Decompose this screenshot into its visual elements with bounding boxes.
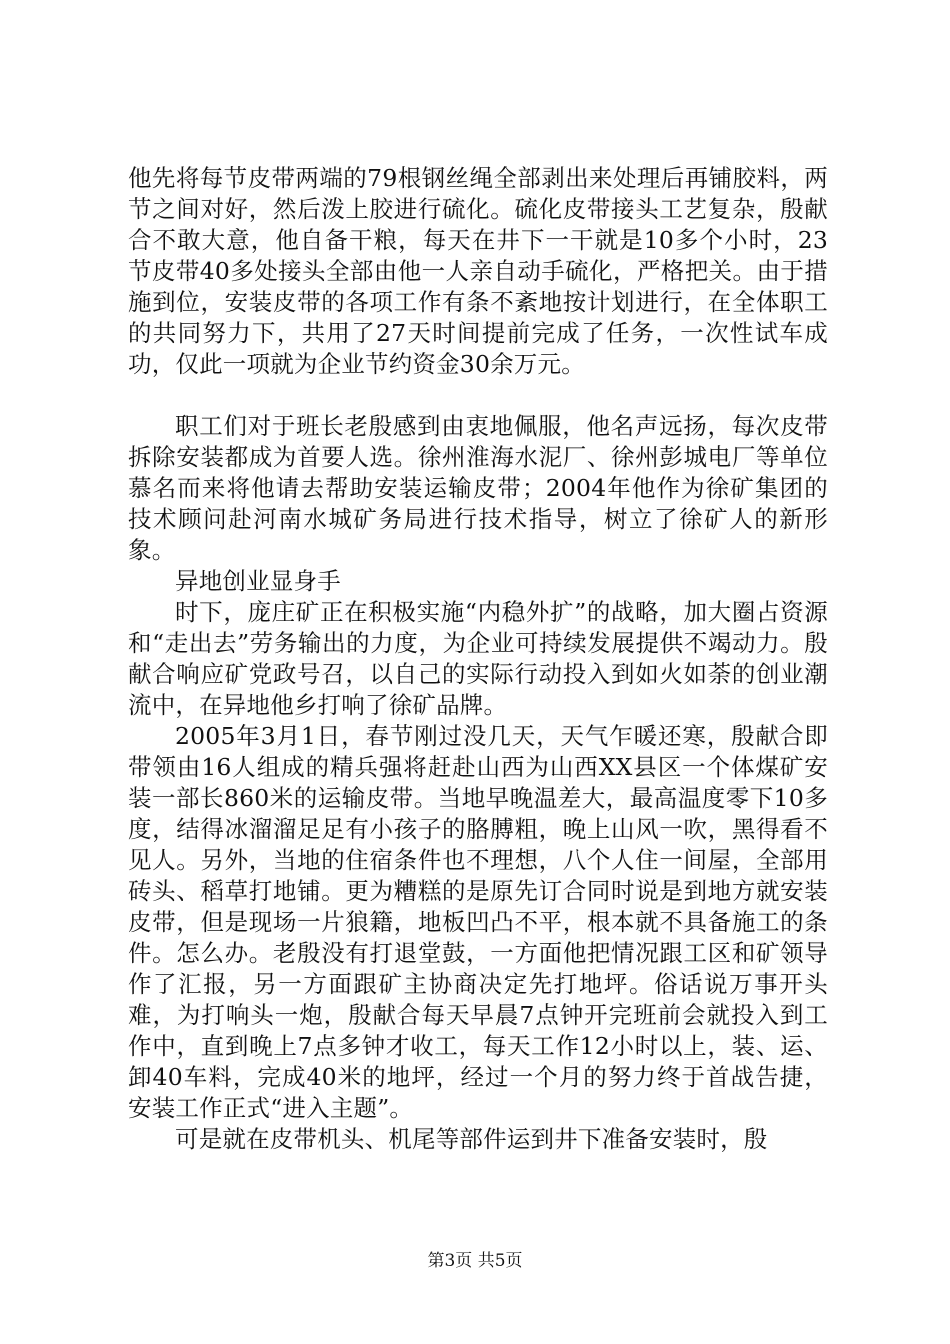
paragraph-4: 2005年3月1日，春节刚过没几天，天气乍暖还寒，殷献合即带领由16人组成的精兵强将赶赴山西为山西XX县区一个体煤矿安装一部长860米的运输皮带。当地早晚温差大，最高温度零下10多度，结得冰溜溜足足有小孩子的胳膊粗，晚上山风一吹，黑得看不见人。另外，当地的住宿条件也不理想，八个人住一间屋，全部用砖头、稻草打地铺。更为糟糕的是原先订合同时说是到地方就安装皮带，但是现场一片狼籍，地板凹凸不平，根本就不具备施工的条件。怎么办。老殷没有打退堂鼓，一方面他把情况跟工区和矿领导作了汇报，另一方面跟矿主协商决定先打地坪。俗话说万事开头难，为打响头一炮，殷献合每天早晨7点钟开完班前会就投入到工作中，直到晚上7点多钟才收工，每天工作12小时以上，装、运、卸40车料，完成40米的地坪，经过一个月的努力终于首战告捷，安装工作正式“进入主题”。 <box>128 722 828 1122</box>
paragraph-1: 他先将每节皮带两端的79根钢丝绳全部剥出来处理后再铺胶料，两节之间对好，然后泼上胶进行硫化。硫化皮带接头工艺复杂，殷献合不敢大意，他自备干粮，每天在井下一干就是10多个小时，23节皮带40多处接头全部由他一人亲自动手硫化，严格把关。由于措施到位，安装皮带的各项工作有条不紊地按计划进行，在全体职工的共同努力下，共用了27天时间提前完成了任务，一次性试车成功，仅此一项就为企业节约资金30余万元。 <box>128 164 828 378</box>
paragraph-gap <box>128 380 828 411</box>
paragraph-2: 职工们对于班长老殷感到由衷地佩服，他名声远扬，每次皮带拆除安装都成为首要人选。徐州淮海水泥厂、徐州彭城电厂等单位慕名而来将他请去帮助安装运输皮带；2004年他作为徐矿集团的技术顾问赴河南水城矿务局进行技术指导，树立了徐矿人的新形象。 <box>128 412 828 564</box>
body-text <box>128 163 828 1155</box>
section-heading: 异地创业显身手 <box>175 567 341 595</box>
paragraph-3: 时下，庞庄矿正在积极实施“内稳外扩”的战略，加大圈占资源和“走出去”劳务输出的力度，为企业可持续发展提供不竭动力。殷献合响应矿党政号召，以自己的实际行动投入到如火如荼的创业潮流中，在异地他乡打响了徐矿品牌。 <box>128 598 828 719</box>
paragraph-5: 可是就在皮带机头、机尾等部件运到井下准备安装时，殷 <box>175 1125 768 1153</box>
page-footer: 第3页 共5页 <box>427 1251 523 1271</box>
